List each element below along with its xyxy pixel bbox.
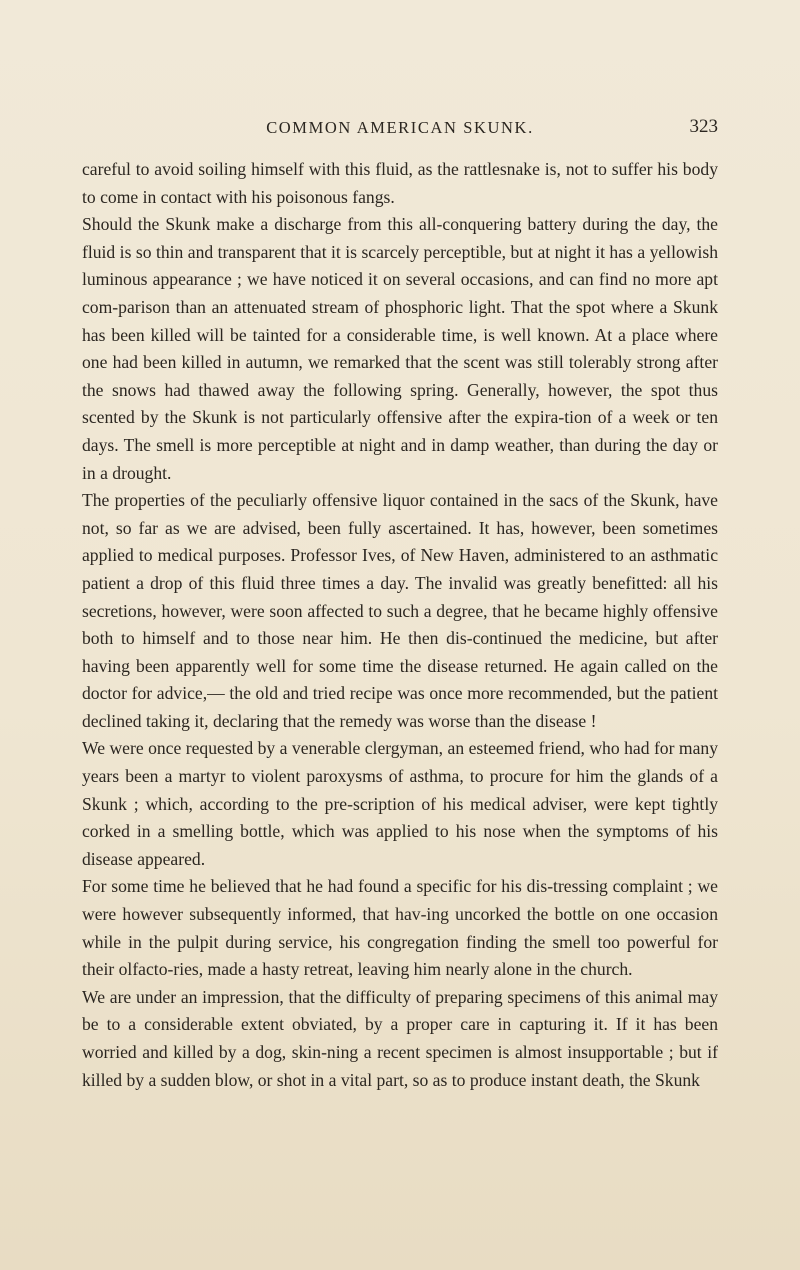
page-header xyxy=(82,118,718,142)
paragraph: We were once requested by a venerable clergyman, an esteemed friend, who had for many years been a martyr to violent paroxysms of asthma, to procure for him the glands of a Skunk ; which, according to the pre-scription of his medical adviser, were kept tightly corked in a smelling bottle, which was applied to his nose when the symptoms of his disease appeared. xyxy=(82,738,718,869)
paragraph: careful to avoid soiling himself with this fluid, as the rattlesnake is, not to suffer his body to come in contact with his poisonous fangs. xyxy=(82,159,718,207)
paragraph: Should the Skunk make a discharge from this all-conquering battery during the day, the fluid is so thin and transparent that it is scarcely perceptible, but at night it has a yellowish luminous appearance ; we have noticed it on several occasions, and can find no more apt com-parison than an attenuated stream of phosphoric light. That the spot where a Skunk has been killed will be tainted for a considerable time, is well known. At a place where one had been killed in autumn, we remarked that the scent was still tolerably strong after the snows had thawed away the following spring. Generally, however, the spot thus scented by the Skunk is not particularly offensive after the expira-tion of a week or ten days. The smell is more perceptible at night and in damp weather, than during the day or in a drought. xyxy=(82,214,718,483)
page-number: 323 xyxy=(689,116,718,137)
paragraph: We are under an impression, that the difficulty of preparing specimens of this animal may be to a considerable extent obviated, by a proper care in capturing it. If it has been worried and killed by a dog, skin-ning a recent specimen is almost insupportable ; but if killed by a sudden blow, or shot in a vital part, so as to produce instant death, the Skunk xyxy=(82,986,718,1090)
paragraph: For some time he believed that he had found a specific for his dis-tressing complaint ; we were however subsequently informed, that hav-ing uncorked the bottle on one occasion while in the pulpit during service, his congregation finding the smell too powerful for their olfacto-ries, made a hasty retreat, leaving him nearly alone in the church. xyxy=(82,876,718,980)
paragraph: The properties of the peculiarly offensive liquor contained in the sacs of the Skunk, have not, so far as we are advised, been fully ascertained. It has, however, been sometimes applied to medical purposes. Professor Ives, of New Haven, administered to an asthmatic patient a drop of this fluid three times a day. The invalid was greatly benefitted: all his secretions, however, were soon affected to such a degree, that he became highly offensive both to himself and to those near him. He then dis-continued the medicine, but after having been apparently well for some time the disease returned. He again called on the doctor for advice,— the old and tried recipe was once more recommended, but the patient declined taking it, declaring that the remedy was worse than the disease ! xyxy=(82,490,718,731)
running-head: COMMON AMERICAN SKUNK. xyxy=(266,118,534,137)
body-text xyxy=(82,156,718,1094)
